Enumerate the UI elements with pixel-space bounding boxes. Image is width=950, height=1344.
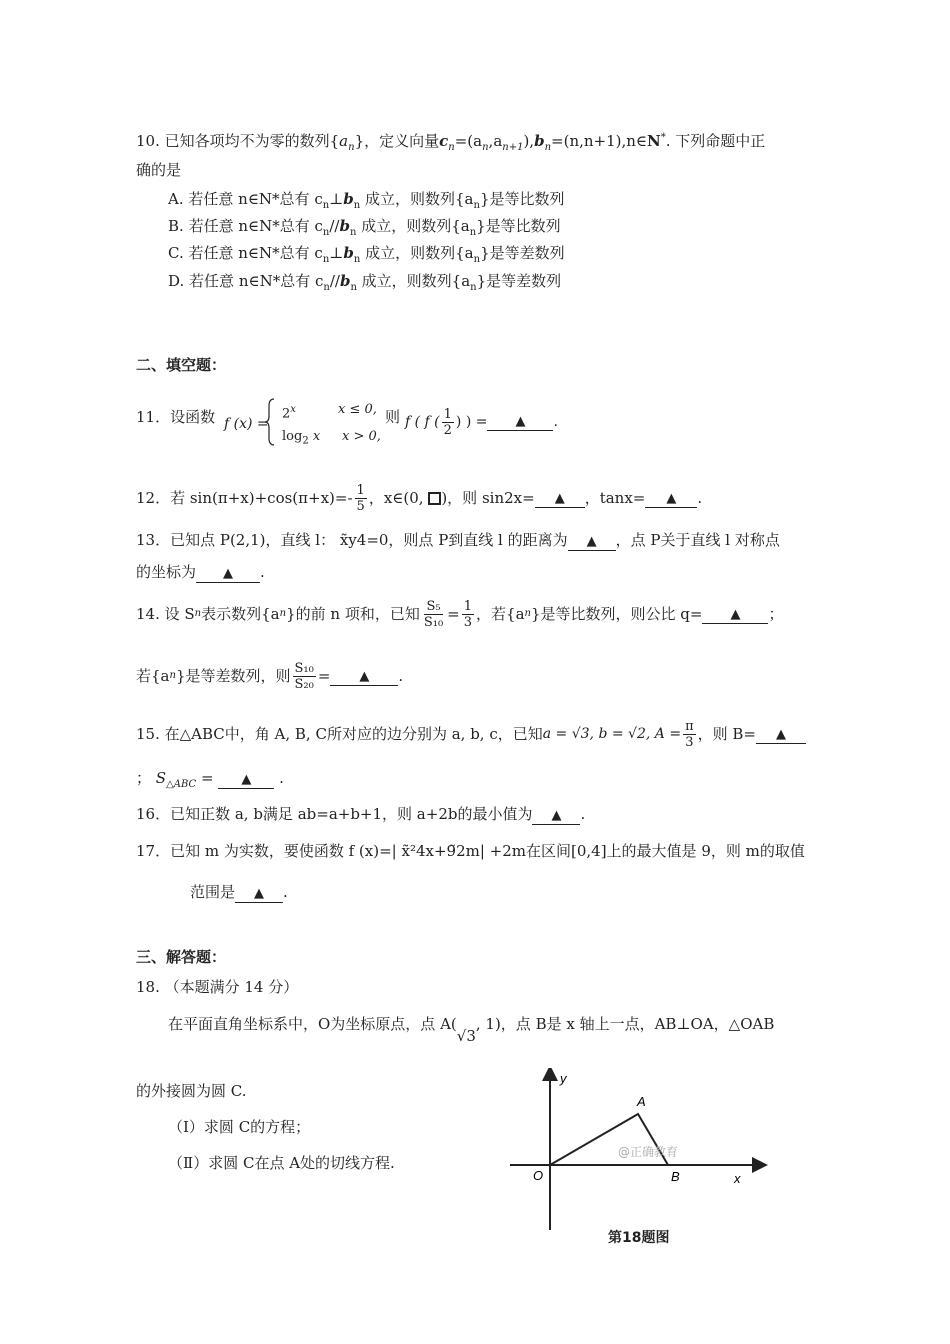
q10-line1: 10. 已知各项均不为零的数列$\{a_n\}$，定义向量$c_n=(a_n,a_{n+1}),b_n=(n,n+1),n\in N^*$. 下列命题中正: [136, 132, 766, 153]
q11-case2-cond: x > 0,: [342, 429, 381, 444]
q13-line1: 13．已知点 P(2,1)，直线 l： x̃y4=0，则点 P到直线 l 的距离为 ▲ ，点 P关于直线 l 对称点: [136, 531, 780, 549]
q11-case1: 2$^x$: [282, 404, 296, 422]
q14-line2: 若{a n }是等差数列，则 $\frac{\text{S₁₀}}{\text{S₂₀}}$ = ▲ .: [136, 660, 404, 692]
section-fill-in-heading: 二、填空题：: [136, 356, 227, 374]
label-a: A: [637, 1094, 646, 1109]
pi-box-glyph: [428, 492, 441, 505]
q10-option-a: A. 若任意 n∈N*总有 $c_n\perp b_n$ 成立，则数列$\{a_n\}$是等比数列: [168, 190, 565, 211]
q17-line1: 17．已知 m 为实数，要使函数 f (x)=| x̃²4x+9̃2m| +2m在区间[0,4]上的最大值是 9，则 m的取值: [136, 842, 805, 860]
label-x: x: [734, 1171, 741, 1186]
q18-part1: （Ⅰ）求圆 C的方程；: [168, 1118, 311, 1136]
q11-case2: $\log_2 x$: [282, 429, 321, 447]
figure-caption: 第18题图: [608, 1230, 670, 1246]
q16-line: 16．已知正数 a, b满足 ab=a+b+1，则 a+2b的最小值为 ▲ .: [136, 805, 586, 823]
q10-option-c: C. 若任意 n∈N*总有 $c_n\perp b_n$ 成立，则数列$\{a_n\}$是等差数列: [168, 244, 565, 265]
q18-line2: 的外接圆为圆 C.: [136, 1082, 247, 1100]
q15-line1: 15. 在△ABC中，角 A, B, C所对应的边分别为 a, b, c，已知 a = √3, b = √2, A = $\frac{\pi}{3}$ ，则 B= ▲: [136, 712, 806, 756]
q15-line2: ； $S_{\triangle ABC}$ = ▲ .: [136, 769, 284, 790]
label-y: y: [560, 1071, 567, 1086]
q14-line1: 14. 设 S n 表示数列{a n }的前 n 项和，已知 $\frac{\text{S₅}}{\text{S₁₀}}$ = $\frac{1}{3}$ ，若{a n }是等比数列，则公比 q= ▲ ；: [136, 598, 784, 630]
q11-fx: f (x) =: [224, 416, 269, 432]
q18-head: 18. （本题满分 14 分）: [136, 978, 299, 996]
q12-line: 12．若 sin(π+x)+cos(π+x)=- $\frac{1}{5}$ ，x∈(0, )，则 sin2x= ▲ ，tanx= ▲ .: [136, 482, 703, 514]
q18-line1: 在平面直角坐标系中，O为坐标原点，点 A(√3, 1)，点 B是 x 轴上一点，AB⊥OA，△OAB: [168, 1015, 775, 1045]
q13-line2: 的坐标为 ▲ .: [136, 563, 265, 581]
q11-then: 则: [385, 408, 401, 426]
watermark: @正确教育: [618, 1145, 679, 1159]
label-b: B: [671, 1169, 680, 1184]
q10-option-d: D. 若任意 n∈N*总有 $c_n//b_n$ 成立，则数列$\{a_n\}$是等差数列: [168, 272, 562, 293]
piecewise-brace: [265, 398, 275, 446]
q11-lead: 11．设函数: [136, 408, 216, 426]
q10-line2: 确的是: [136, 161, 182, 179]
q18-part2: （Ⅱ）求圆 C在点 A处的切线方程.: [168, 1154, 395, 1172]
section-solutions-heading: 三、解答题：: [136, 948, 227, 966]
q17-line2: 范围是 ▲ .: [190, 883, 288, 901]
q10-option-b: B. 若任意 n∈N*总有 $c_n//b_n$ 成立，则数列$\{a_n\}$是等比数列: [168, 217, 561, 238]
q11-composite: f ( f ( $\frac{1}{2}$ ) ) = ▲ .: [405, 406, 558, 438]
label-o: O: [533, 1168, 544, 1183]
q11-case1-cond: x ≤ 0,: [338, 402, 377, 417]
